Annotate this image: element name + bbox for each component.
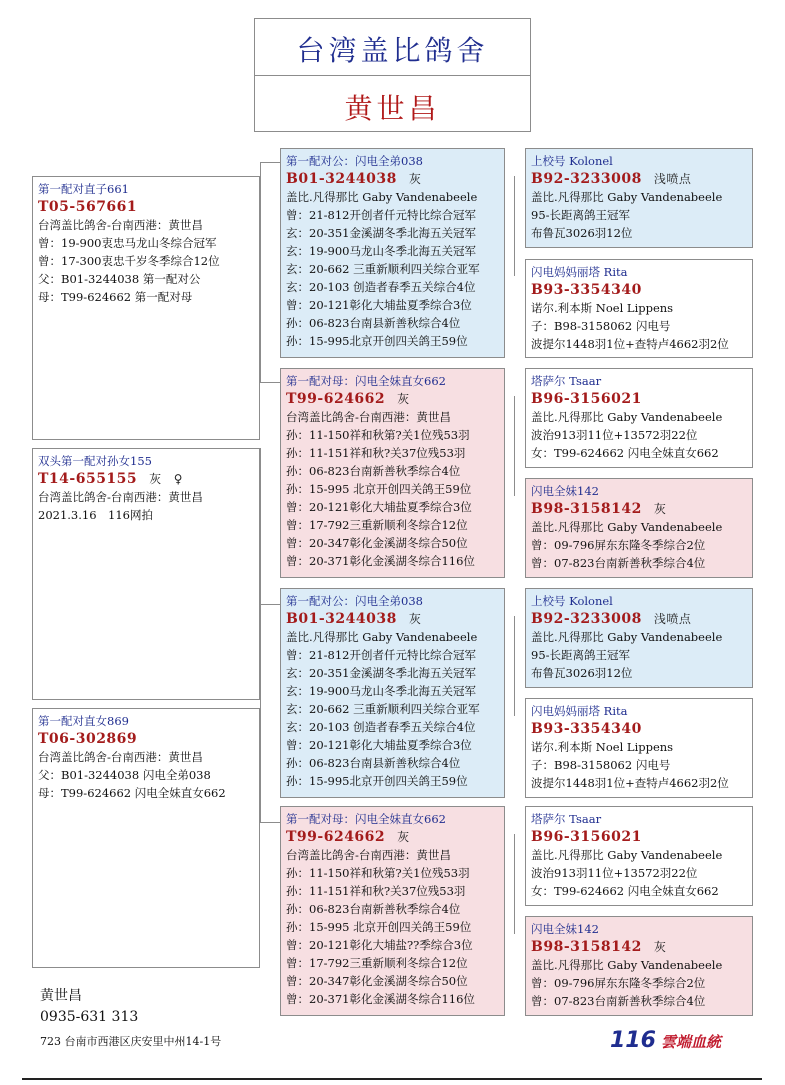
subject-sex: ♀ (173, 472, 183, 486)
card-header: 闪电妈妈丽塔 Rita (531, 704, 628, 718)
logo-number: 116 (610, 1028, 656, 1053)
card-line: 玄：20-662 三重新顺利四关综合亚军 (286, 702, 480, 716)
card-line: 曾：07-823台南新善秋季综合4位 (531, 994, 706, 1008)
card-line: 盖比.凡得那比 Gaby Vandenabeele (531, 958, 723, 972)
sire-line: 台湾盖比鸽舍-台南西港：黄世昌 (38, 218, 203, 232)
card-ring: B96-3156021 (531, 829, 642, 845)
card-ring: B93-3354340 (531, 282, 642, 298)
card-line: 盖比.凡得那比 Gaby Vandenabeele (531, 190, 723, 204)
ancestor-card-5 (525, 588, 753, 688)
card-line: 玄：20-662 三重新顺利四关综合亚军 (286, 262, 480, 276)
card-line: 曾：21-812开创者仟元特比综合冠军 (286, 648, 476, 662)
connector-g3c-vert (514, 616, 515, 716)
card-line: 曾：17-792三重新顺利冬综合12位 (286, 518, 468, 532)
card-line: 玄：20-351金溪湖冬季北海五关冠军 (286, 666, 476, 680)
dam-card (32, 708, 260, 968)
card-line: 玄：20-103 创造者春季五关综合4位 (286, 720, 476, 734)
bottom-rule (22, 1078, 762, 1080)
card-header: 上校号 Kolonel (531, 594, 613, 608)
card-line: 波提尔1448羽1位+查特卢4662羽2位 (531, 337, 729, 351)
subject-header: 双头第一配对孙女155 (38, 454, 152, 468)
card-header: 塔萨尔 Tsaar (531, 812, 602, 826)
contact-address: 723 台南市西港区庆安里中州14-1号 (40, 1035, 222, 1048)
dam-ring: T06-302869 (38, 731, 138, 747)
dam-header: 第一配对直女869 (38, 714, 129, 728)
card-ring: T99-624662 灰 (286, 829, 410, 845)
card-header: 闪电全妹142 (531, 922, 599, 936)
card-line: 盖比.凡得那比 Gaby Vandenabeele (531, 520, 723, 534)
card-header: 塔萨尔 Tsaar (531, 374, 602, 388)
card-line: 台湾盖比鸽舍-台南西港：黄世昌 (286, 410, 451, 424)
sire-line: 曾：19-900衷忠马龙山冬综合冠军 (38, 236, 217, 250)
card-line: 波治913羽11位+13572羽22位 (531, 866, 698, 880)
ancestor-card-7 (525, 806, 753, 906)
card-ring: B96-3156021 (531, 391, 642, 407)
card-line: 曾：07-823台南新善秋季综合4位 (531, 556, 706, 570)
card-line: 孙：11-150祥和秋第?关1位残53羽 (286, 428, 470, 442)
sire-header: 第一配对直子661 (38, 182, 129, 196)
card-line: 曾：17-792三重新顺利冬综合12位 (286, 956, 468, 970)
grandsire-paternal-card (280, 148, 505, 358)
card-header: 第一配对公：闪电全弟038 (286, 594, 423, 608)
card-line: 曾：20-371彰化金溪湖冬综合116位 (286, 992, 475, 1006)
dam-line: 台湾盖比鸽舍-台南西港：黄世昌 (38, 750, 203, 764)
connector-g2b-vert (260, 604, 261, 822)
connector-g3b-vert (514, 396, 515, 496)
subject-line: 2021.3.16 116网拍 (38, 508, 153, 522)
card-line: 玄：19-900马龙山冬季北海五关冠军 (286, 684, 476, 698)
card-line: 子：B98-3158062 闪电号 (531, 758, 671, 772)
card-line: 曾：20-347彰化金溪湖冬综合50位 (286, 974, 468, 988)
logo-text: 雲端血統 (661, 1033, 722, 1051)
card-line: 诺尔.利本斯 Noel Lippens (531, 740, 674, 754)
card-line: 孙：06-823台南县新善秋综合4位 (286, 316, 461, 330)
card-header: 第一配对公：闪电全弟038 (286, 154, 423, 168)
card-ring: B92-3233008 浅喷点 (531, 171, 692, 187)
card-line: 诺尔.利本斯 Noel Lippens (531, 301, 674, 315)
card-header: 第一配对母：闪电全妹直女662 (286, 374, 446, 388)
card-line: 孙：06-823台南新善秋季综合4位 (286, 902, 461, 916)
contact-name: 黄世昌 (40, 988, 82, 1004)
card-line: 曾：20-347彰化金溪湖冬综合50位 (286, 536, 468, 550)
card-line: 孙：06-823台南新善秋季综合4位 (286, 464, 461, 478)
subject-ring: T14-655155 灰 ♀ (38, 471, 183, 487)
card-line: 孙：06-823台南县新善秋综合4位 (286, 756, 461, 770)
card-line: 孙：11-150祥和秋第?关1位残53羽 (286, 866, 470, 880)
ancestor-card-2 (525, 259, 753, 358)
contact-phone: 0935-631 313 (40, 1009, 139, 1025)
title-panel (254, 18, 531, 132)
card-line: 玄：19-900马龙山冬季北海五关冠军 (286, 244, 476, 258)
card-line: 孙：15-995北京开创四关鸽王59位 (286, 774, 468, 788)
card-line: 玄：20-351金溪湖冬季北海五关冠军 (286, 226, 476, 240)
card-line: 孙：11-151祥和秋?关37位残53羽 (286, 884, 466, 898)
connector-g2a-bot (260, 382, 280, 383)
card-ring: B01-3244038 灰 (286, 171, 422, 187)
subject-line: 台湾盖比鸽舍-台南西港：黄世昌 (38, 490, 203, 504)
connector-g3d-vert (514, 834, 515, 934)
connector-g3a-vert (514, 176, 515, 276)
card-line: 盖比.凡得那比 Gaby Vandenabeele (286, 630, 478, 644)
sire-line: 母：T99-624662 第一配对母 (38, 290, 193, 304)
card-line: 玄：20-103 创造者春季五关综合4位 (286, 280, 476, 294)
card-line: 曾：20-371彰化金溪湖冬综合116位 (286, 554, 475, 568)
card-line: 女：T99-624662 闪电全妹直女662 (531, 884, 719, 898)
sire-card (32, 176, 260, 440)
card-line: 台湾盖比鸽舍-台南西港：黄世昌 (286, 848, 451, 862)
sire-line: 父：B01-3244038 第一配对公 (38, 272, 201, 286)
card-line: 曾：21-812开创者仟元特比综合冠军 (286, 208, 476, 222)
ancestor-card-3 (525, 368, 753, 468)
card-ring: B98-3158142 灰 (531, 501, 667, 517)
card-ring: T99-624662 灰 (286, 391, 410, 407)
card-line: 95-长距离鸽王冠军 (531, 648, 631, 662)
card-line: 曾：20-121彰化大埔盐夏季综合3位 (286, 738, 472, 752)
card-line: 布鲁瓦3026羽12位 (531, 226, 633, 240)
card-header: 闪电妈妈丽塔 Rita (531, 265, 628, 279)
connector-g2b-top (260, 604, 280, 605)
card-line: 曾：20-121彰化大埔盐夏季综合3位 (286, 500, 472, 514)
dam-line: 父：B01-3244038 闪电全弟038 (38, 768, 211, 782)
connector-g2a-top (260, 162, 280, 163)
sire-line: 曾：17-300衷忠千岁冬季综合12位 (38, 254, 220, 268)
card-line: 子：B98-3158062 闪电号 (531, 319, 671, 333)
granddam-maternal-card (280, 806, 505, 1016)
card-header: 第一配对母：闪电全妹直女662 (286, 812, 446, 826)
card-line: 孙：15-995 北京开创四关鸽王59位 (286, 482, 472, 496)
card-header: 闪电全妹142 (531, 484, 599, 498)
grandsire-maternal-card (280, 588, 505, 798)
sire-ring: T05-567661 (38, 199, 138, 215)
card-header: 上校号 Kolonel (531, 154, 613, 168)
card-line: 曾：09-796屏东东隆冬季综合2位 (531, 538, 706, 552)
subject-color: 灰 (149, 472, 162, 486)
card-line: 女：T99-624662 闪电全妹直女662 (531, 446, 719, 460)
ancestor-card-6 (525, 698, 753, 798)
card-line: 孙：15-995北京开创四关鸽王59位 (286, 334, 468, 348)
subject-card (32, 448, 260, 700)
connector-g2b-bot (260, 822, 280, 823)
ancestor-card-1 (525, 148, 753, 248)
card-line: 盖比.凡得那比 Gaby Vandenabeele (531, 410, 723, 424)
card-ring: B98-3158142 灰 (531, 939, 667, 955)
card-line: 孙：11-151祥和秋?关37位残53羽 (286, 446, 466, 460)
card-ring: B92-3233008 浅喷点 (531, 611, 692, 627)
card-line: 盖比.凡得那比 Gaby Vandenabeele (286, 190, 478, 204)
card-line: 曾：09-796屏东东隆冬季综合2位 (531, 976, 706, 990)
card-line: 曾：20-121彰化大埔盐夏季综合3位 (286, 298, 472, 312)
card-line: 布鲁瓦3026羽12位 (531, 666, 633, 680)
card-line: 盖比.凡得那比 Gaby Vandenabeele (531, 630, 723, 644)
owner-name-title: 黄世昌 (344, 92, 441, 125)
title-divider (255, 75, 530, 76)
card-line: 95-长距离鸽王冠军 (531, 208, 631, 222)
card-line: 波治913羽11位+13572羽22位 (531, 428, 698, 442)
ancestor-card-8 (525, 916, 753, 1016)
ancestor-card-4 (525, 478, 753, 578)
dam-line: 母：T99-624662 闪电全妹直女662 (38, 786, 226, 800)
card-line: 曾：20-121彰化大埔盐??季综合3位 (286, 938, 473, 952)
connector-g2a-vert (260, 162, 261, 382)
card-line: 波提尔1448羽1位+查特卢4662羽2位 (531, 776, 729, 790)
card-ring: B01-3244038 灰 (286, 611, 422, 627)
card-line: 盖比.凡得那比 Gaby Vandenabeele (531, 848, 723, 862)
card-ring: B93-3354340 (531, 721, 642, 737)
brand-logo (610, 1028, 730, 1058)
granddam-paternal-card (280, 368, 505, 578)
loft-name: 台湾盖比鸽舍 (296, 34, 489, 67)
card-line: 孙：15-995 北京开创四关鸽王59位 (286, 920, 472, 934)
